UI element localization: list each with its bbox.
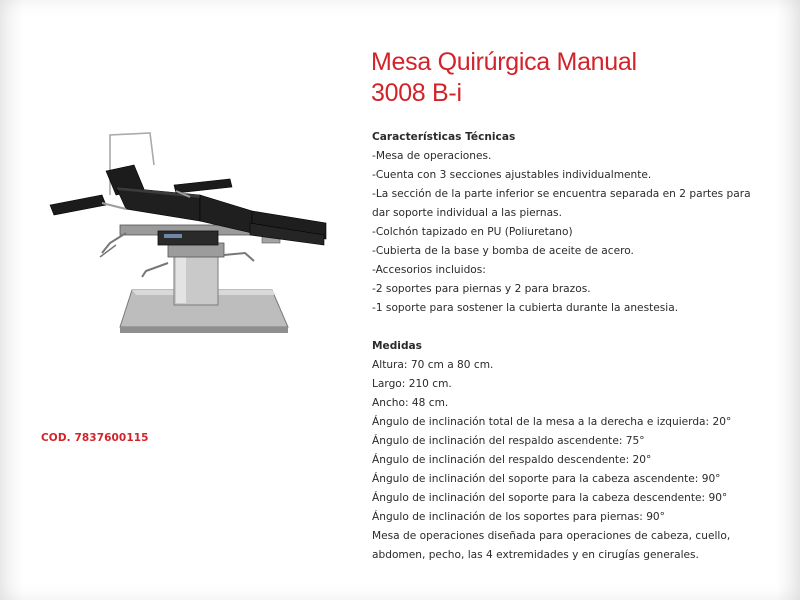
product-title xyxy=(371,47,637,109)
medidas-item: Ángulo de inclinación del respaldo ascendente: 75° xyxy=(372,435,645,447)
caracteristicas-heading: Características Técnicas xyxy=(372,131,516,143)
product-code: COD. 7837600115 xyxy=(41,432,149,444)
product-title-line-1: Mesa Quirúrgica Manual xyxy=(371,48,637,76)
product-title-line-2: 3008 B-i xyxy=(371,79,462,107)
medidas-item: Ángulo de inclinación del soporte para la cabeza descendente: 90° xyxy=(372,492,728,504)
medidas-item: Ángulo de inclinación total de la mesa a la derecha e izquierda: 20° xyxy=(372,416,732,428)
specifications xyxy=(372,128,772,565)
medidas-item: Largo: 210 cm. xyxy=(372,378,452,390)
medidas-item: Ángulo de inclinación de los soportes para piernas: 90° xyxy=(372,511,665,523)
caracteristicas-item: -Colchón tapizado en PU (Poliuretano) xyxy=(372,226,573,238)
surgical-table-image xyxy=(40,125,340,340)
section-spacer xyxy=(372,318,772,337)
medidas-heading: Medidas xyxy=(372,340,422,352)
surgical-table-illustration-icon xyxy=(40,125,340,340)
medidas-item: Ángulo de inclinación del soporte para la cabeza ascendente: 90° xyxy=(372,473,721,485)
medidas-item: Ancho: 48 cm. xyxy=(372,397,449,409)
medidas-item: Altura: 70 cm a 80 cm. xyxy=(372,359,494,371)
caracteristicas-item: -Mesa de operaciones. xyxy=(372,150,492,162)
caracteristicas-item: -Cuenta con 3 secciones ajustables individualmente. xyxy=(372,169,652,181)
medidas-item: Mesa de operaciones diseñada para operaciones de cabeza, cuello, abdomen, pecho, las 4 extremidades y en cirugías generales. xyxy=(372,530,731,561)
caracteristicas-item: -Accesorios incluidos: xyxy=(372,264,486,276)
caracteristicas-item: -La sección de la parte inferior se encuentra separada en 2 partes para dar soporte individual a las piernas. xyxy=(372,188,751,219)
caracteristicas-item: -2 soportes para piernas y 2 para brazos. xyxy=(372,283,591,295)
caracteristicas-item: -Cubierta de la base y bomba de aceite de acero. xyxy=(372,245,634,257)
caracteristicas-item: -1 soporte para sostener la cubierta durante la anestesia. xyxy=(372,302,679,314)
medidas-item: Ángulo de inclinación del respaldo descendente: 20° xyxy=(372,454,652,466)
